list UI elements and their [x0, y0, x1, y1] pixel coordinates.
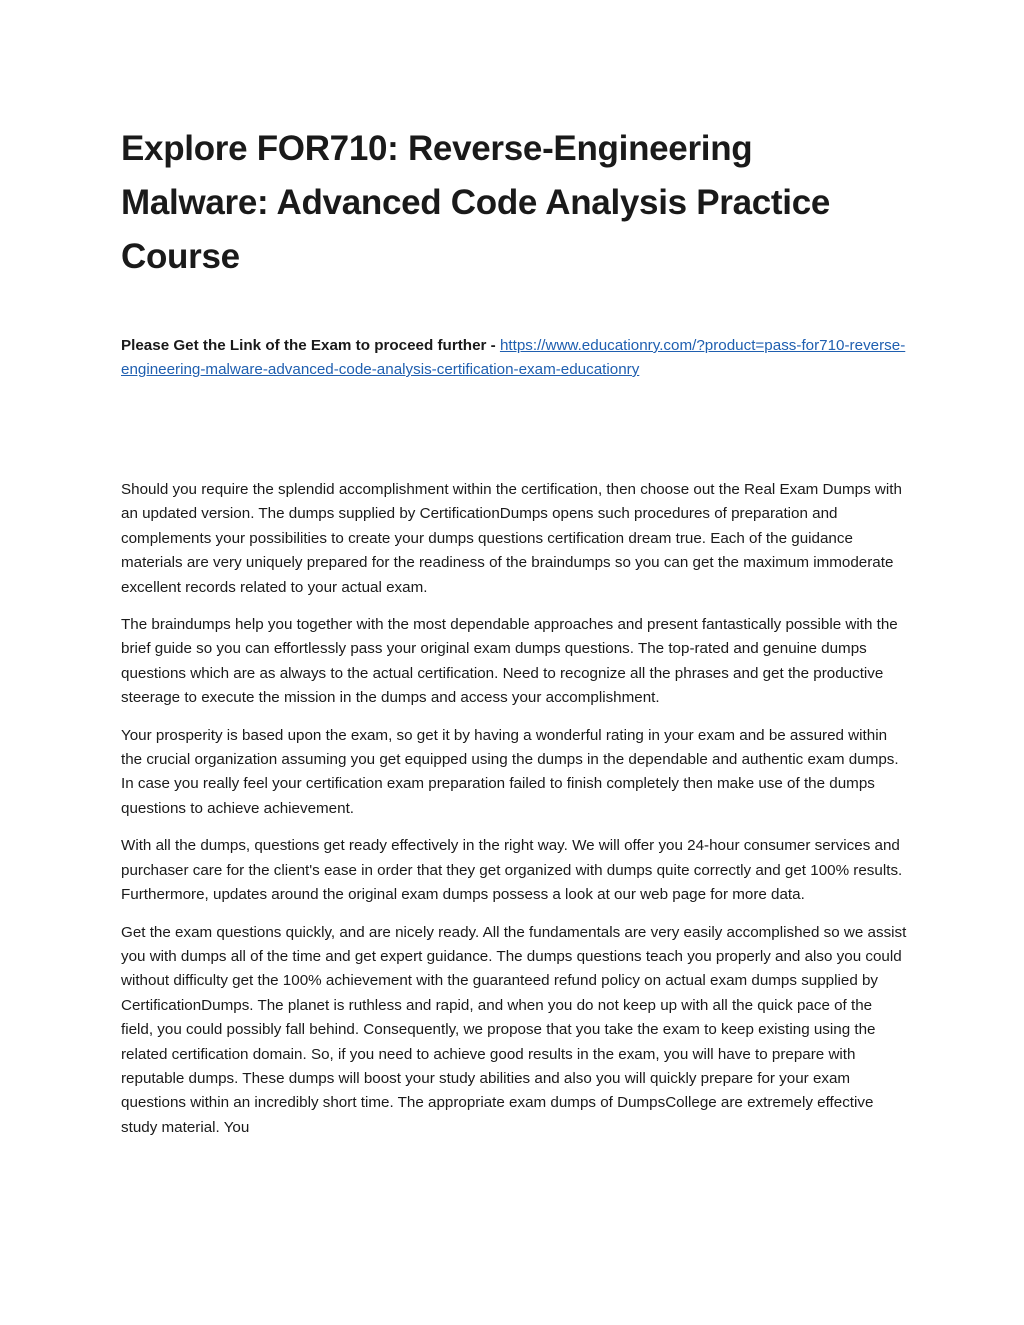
body-paragraph-2: The braindumps help you together with the most dependable approaches and present fantastically possible with the brief guide so you can effortlessly pass your original exam dumps questions. The top-rated and genuine dumps questions which are as always to the actual certification. Need to recognize all the phrases and get the productive steerage to execute the mission in the dumps and access your accomplishment. [121, 616, 898, 707]
exam-link-paragraph [121, 334, 907, 382]
link-prompt: Please Get the Link of the Exam to proceed further - [121, 337, 500, 354]
document-content [121, 122, 907, 1140]
page-title: Explore FOR710: Reverse-Engineering Malware: Advanced Code Analysis Practice Course [121, 129, 831, 276]
body-paragraph-5: Get the exam questions quickly, and are nicely ready. All the fundamentals are very easily accomplished so we assist you with dumps all of the time and get expert guidance. The dumps questions teach you properly and also you could without difficulty get the 100% achievement with the guaranteed refund policy on actual exam dumps supplied by CertificationDumps. The planet is ruthless and rapid, and when you do not keep up with all the quick pace of the field, you could possibly fall behind. Consequently, we propose that you take the exam to keep existing using the related certification domain. So, if you need to achieve good results in the exam, you will have to prepare with reputable dumps. These dumps will boost your study abilities and also you will quickly prepare for your exam questions within an incredibly short time. The appropriate exam dumps of DumpsCollege are extremely effective study material. You [121, 923, 907, 1136]
body-paragraph-1: Should you require the splendid accomplishment within the certification, then choose out the Real Exam Dumps with an updated version. The dumps supplied by CertificationDumps opens such procedures of preparation and complements your possibilities to create your dumps questions certification dream true. Each of the guidance materials are very uniquely prepared for the readiness of the braindumps so you can get the maximum immoderate excellent records related to your actual exam. [121, 481, 902, 596]
body-paragraph-4: With all the dumps, questions get ready effectively in the right way. We will offer you 24-hour consumer services and purchaser care for the client's ease in order that they get organized with dumps quite correctly and get 100% results. Furthermore, updates around the original exam dumps possess a look at our web page for more data. [121, 837, 903, 904]
exam-link[interactable]: https://www.educationry.com/?product=pass-for710-reverse-engineering-malware-advanced-code-analysis-certification-exam-educationry [121, 337, 906, 378]
body-paragraph-3: Your prosperity is based upon the exam, so get it by having a wonderful rating in your exam and be assured within the crucial organization assuming you get equipped using the dumps in the dependable and authentic exam dumps. In case you really feel your certification exam preparation failed to finish completely then make use of the dumps questions to achieve achievement. [121, 726, 899, 817]
